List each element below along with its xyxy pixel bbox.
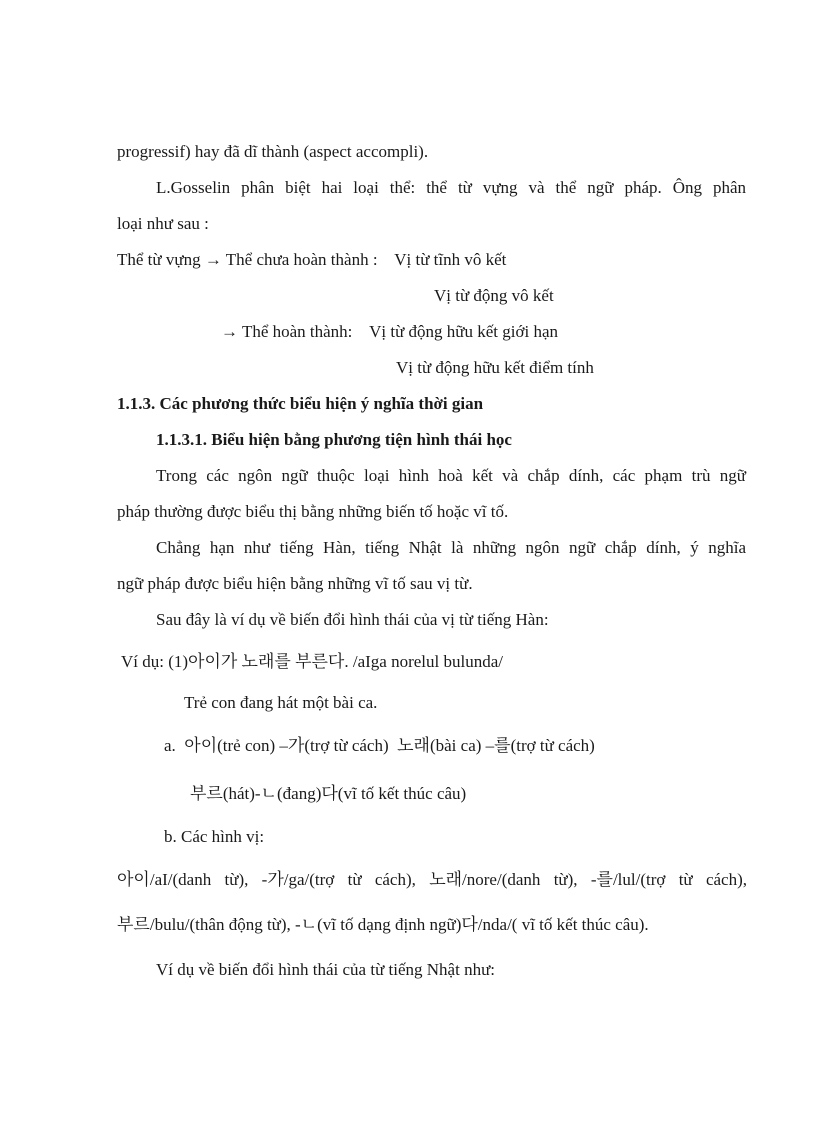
body-line-13: ngữ pháp được biểu hiện bằng những vĩ tố sau vị từ. <box>117 574 473 593</box>
example-line-1: Ví dụ: (1)아이가 노래를 부른다. /aIga norelul bulunda/ <box>121 652 503 671</box>
classification-line-2: Vị từ động vô kết <box>434 286 554 305</box>
example-morphemes-line-1: 아이/aI/(danh từ), -가/ga/(trợ từ cách), 노래/nore/(danh từ), -를/lul/(trợ từ cách), <box>117 870 747 889</box>
classification-line-1: Thể từ vựng → Thể chưa hoàn thành : Vị từ tĩnh vô kết <box>117 250 507 269</box>
body-line-12: Chẳng hạn như tiếng Hàn, tiếng Nhật là những ngôn ngữ chắp dính, ý nghĩa <box>156 538 746 557</box>
example-morphemes-label: b. Các hình vị: <box>164 827 265 846</box>
classification-line-4: Vị từ động hữu kết điểm tính <box>396 358 594 377</box>
body-line-11: pháp thường được biểu thị bằng những biến tố hoặc vĩ tố. <box>117 502 509 521</box>
classification-line-3: → Thể hoàn thành: Vị từ động hữu kết giới hạn <box>221 322 559 341</box>
example-gloss-a: a. 아이(trẻ con) –가(trợ từ cách) 노래(bài ca) –를(trợ từ cách) <box>164 736 595 755</box>
body-line-2: L.Gosselin phân biệt hai loại thể: thể từ vựng và thể ngữ pháp. Ông phân <box>156 178 746 197</box>
body-line-22: Ví dụ về biến đổi hình thái của từ tiếng Nhật như: <box>156 960 496 979</box>
example-gloss-a-cont: 부르(hát)-ㄴ(đang)다(vĩ tố kết thúc câu) <box>190 784 467 803</box>
section-heading-1-1-3-1: 1.1.3.1. Biểu hiện bằng phương tiện hình thái học <box>156 430 512 449</box>
body-line-3: loại như sau : <box>117 214 209 233</box>
example-morphemes-line-2: 부르/bulu/(thân động từ), -ㄴ(vĩ tố dạng định ngữ)다/nda/( vĩ tố kết thúc câu). <box>117 915 649 934</box>
section-heading-1-1-3: 1.1.3. Các phương thức biểu hiện ý nghĩa thời gian <box>117 394 484 413</box>
example-translation: Trẻ con đang hát một bài ca. <box>184 693 378 712</box>
body-line-14: Sau đây là ví dụ về biến đổi hình thái của vị từ tiếng Hàn: <box>156 610 549 629</box>
body-line-10: Trong các ngôn ngữ thuộc loại hình hoà kết và chắp dính, các phạm trù ngữ <box>156 466 746 485</box>
body-line-1: progressif) hay đã dĩ thành (aspect accompli). <box>117 142 429 161</box>
